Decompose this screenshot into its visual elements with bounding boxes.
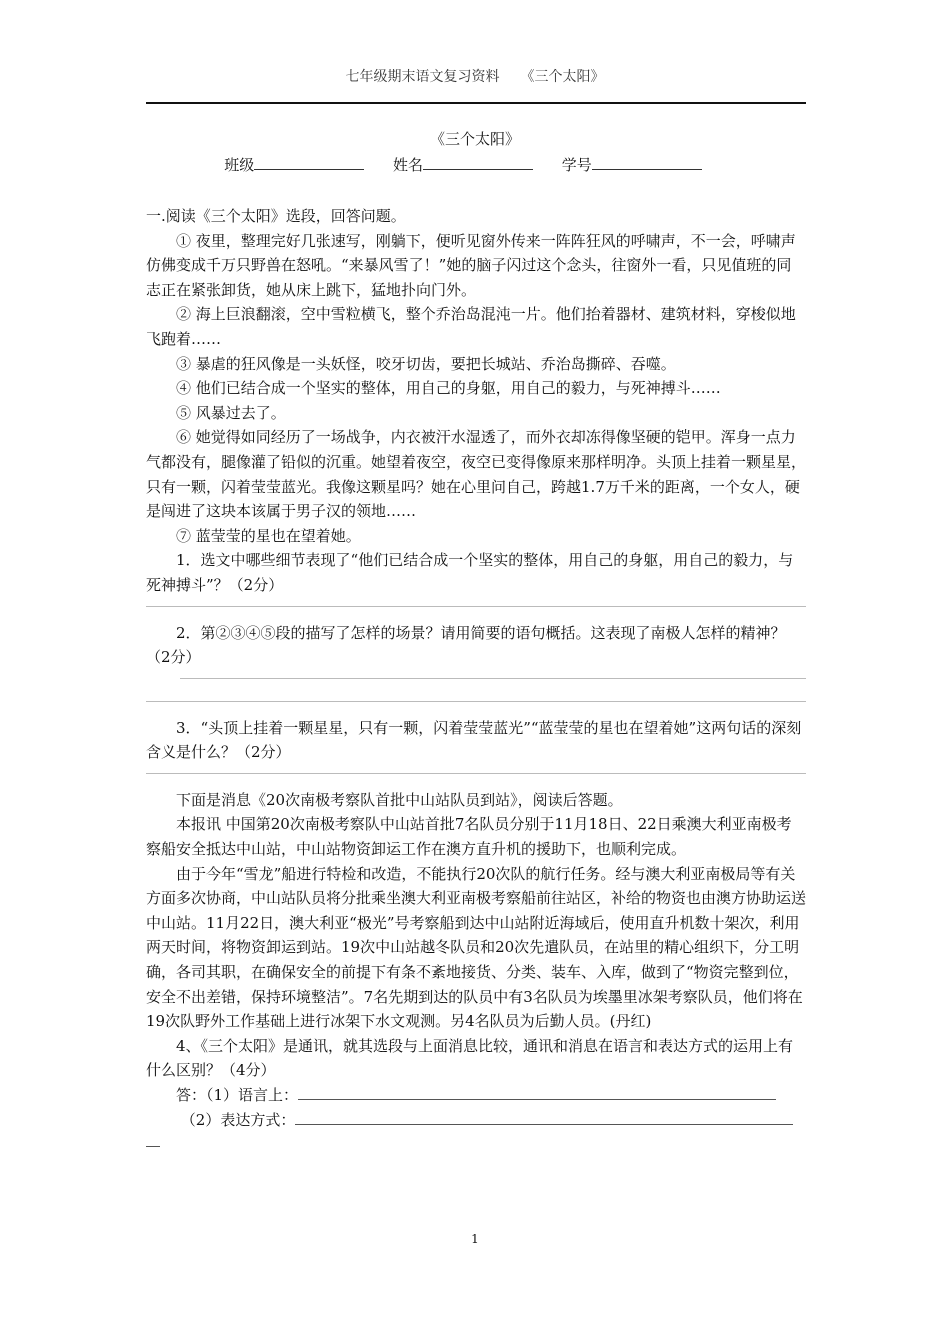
- question-3: 3．“头顶上挂着一颗星星，只有一颗，闪着莹莹蓝光”“蓝莹莹的星也在望着她”这两句话的深刻含义是什么？（2分）: [146, 718, 802, 762]
- answer-line-q3[interactable]: [146, 765, 806, 774]
- page-header: 七年级期末语文复习资料 《三个太阳》: [345, 69, 605, 85]
- news-intro: 下面是消息《20次南极考察队首批中山站队员到站》，阅读后答题。: [176, 790, 623, 809]
- class-field[interactable]: [254, 155, 364, 170]
- answer-row-1: [146, 1083, 806, 1108]
- name-field[interactable]: [423, 155, 533, 170]
- page-number: 1: [471, 1232, 479, 1246]
- id-field[interactable]: [592, 155, 702, 170]
- document-body: [146, 204, 806, 1147]
- question-4: 4、《三个太阳》是通讯，就其选段与上面消息比较，通讯和消息在语言和表达方式的运用上有什么区别？（4分）: [146, 1036, 794, 1080]
- passage-paragraph-2: ② 海上巨浪翻滚，空中雪粒横飞，整个乔治岛混沌一片。他们抬着器材、建筑材料，穿梭似地飞跑着……: [146, 305, 796, 348]
- question-1: 1．选文中哪些细节表现了“他们已结合成一个坚实的整体，用自己的身躯，用自己的毅力，与死神搏斗”？（2分）: [146, 551, 794, 594]
- section-heading: 一.阅读《三个太阳》选段，回答问题。: [146, 207, 406, 225]
- question-2: 2．第②③④⑤段的描写了怎样的场景？请用简要的语句概括。这表现了南极人怎样的精神？（2分）: [146, 623, 786, 667]
- news-paragraph-2: 由于今年“雪龙”船进行特检和改造，不能执行20次队的航行任务。经与澳大利亚南极局等有关方面多次协商，中山站队员将分批乘坐澳大利亚南极考察船前往站区，补给的物资也由澳方协助运送中山站。11月22日，澳大利亚“极光”号考察船到达中山站附近海域后，使用直升机数十架次，利用两天时间，将物资卸运到站。19次中山站越冬队员和20次先遣队员，在站里的精心组织下，分工明确，各司其职，在确保安全的前提下有条不紊地接货、分类、装车、入库，做到了“物资完整到位，安全不出差错，保持环境整洁”。7名先期到达的队员中有3名队员为埃墨里冰架考察队员，他们将在19次队野外工作基础上进行冰架下水文观测。另4名队员为后勤人员。(丹红): [146, 864, 807, 1031]
- answer-line-q2b[interactable]: [146, 693, 806, 702]
- answer-line-q1[interactable]: [146, 598, 806, 607]
- answer-line-q2a[interactable]: [180, 670, 806, 679]
- answer-label-expression: （2）表达方式：: [180, 1110, 296, 1129]
- passage-paragraph-3: ③ 暴虐的狂风像是一头妖怪，咬牙切齿，要把长城站、乔治岛撕碎、吞噬。: [176, 354, 676, 373]
- answer-line-language[interactable]: [298, 1085, 776, 1100]
- student-info: [0, 154, 950, 175]
- passage-paragraph-1: ① 夜里，整理完好几张速写，刚躺下，便听见窗外传来一阵阵狂风的呼啸声，不一会，呼啸声仿佛变成千万只野兽在怒吼。“来暴风雪了！”她的脑子闪过这个念头，往窗外一看，只见值班的同志正在紧张卸货，她从床上跳下，猛地扑向门外。: [146, 231, 796, 299]
- class-label: 班级: [224, 156, 255, 174]
- answer-label-language: 答：（1）语言上：: [176, 1086, 299, 1104]
- answer-line-expression[interactable]: [295, 1110, 793, 1125]
- name-label: 姓名: [392, 156, 423, 174]
- passage-paragraph-4: ④ 他们已结合成一个坚实的整体，用自己的身躯，用自己的毅力，与死神搏斗……: [176, 379, 721, 398]
- document-title: 《三个太阳》: [429, 130, 520, 148]
- trailing-dash: [146, 1142, 160, 1147]
- passage-paragraph-5: ⑤ 风暴过去了。: [176, 403, 286, 422]
- answer-row-2: [146, 1108, 806, 1133]
- passage-paragraph-7: ⑦ 蓝莹莹的星也在望着她。: [176, 526, 361, 545]
- header-divider: [146, 102, 806, 104]
- passage-paragraph-6: ⑥ 她觉得如同经历了一场战争，内衣被汗水湿透了，而外衣却冻得像坚硬的铠甲。浑身一点力气都没有，腿像灌了铅似的沉重。她望着夜空，夜空已变得像原来那样明净。头顶上挂着一颗星星，只有一颗，闪着莹莹蓝光。我像这颗星吗？她在心里问自己，跨越1.7万千米的距离，一个女人，硬是闯进了这块本该属于男子汉的领地……: [146, 428, 807, 521]
- news-paragraph-1: 本报讯 中国第20次南极考察队中山站首批7名队员分别于11月18日、22日乘澳大利亚南极考察船安全抵达中山站，中山站物资卸运工作在澳方直升机的援助下，也顺利完成。: [146, 815, 792, 859]
- id-label: 学号: [561, 156, 592, 174]
